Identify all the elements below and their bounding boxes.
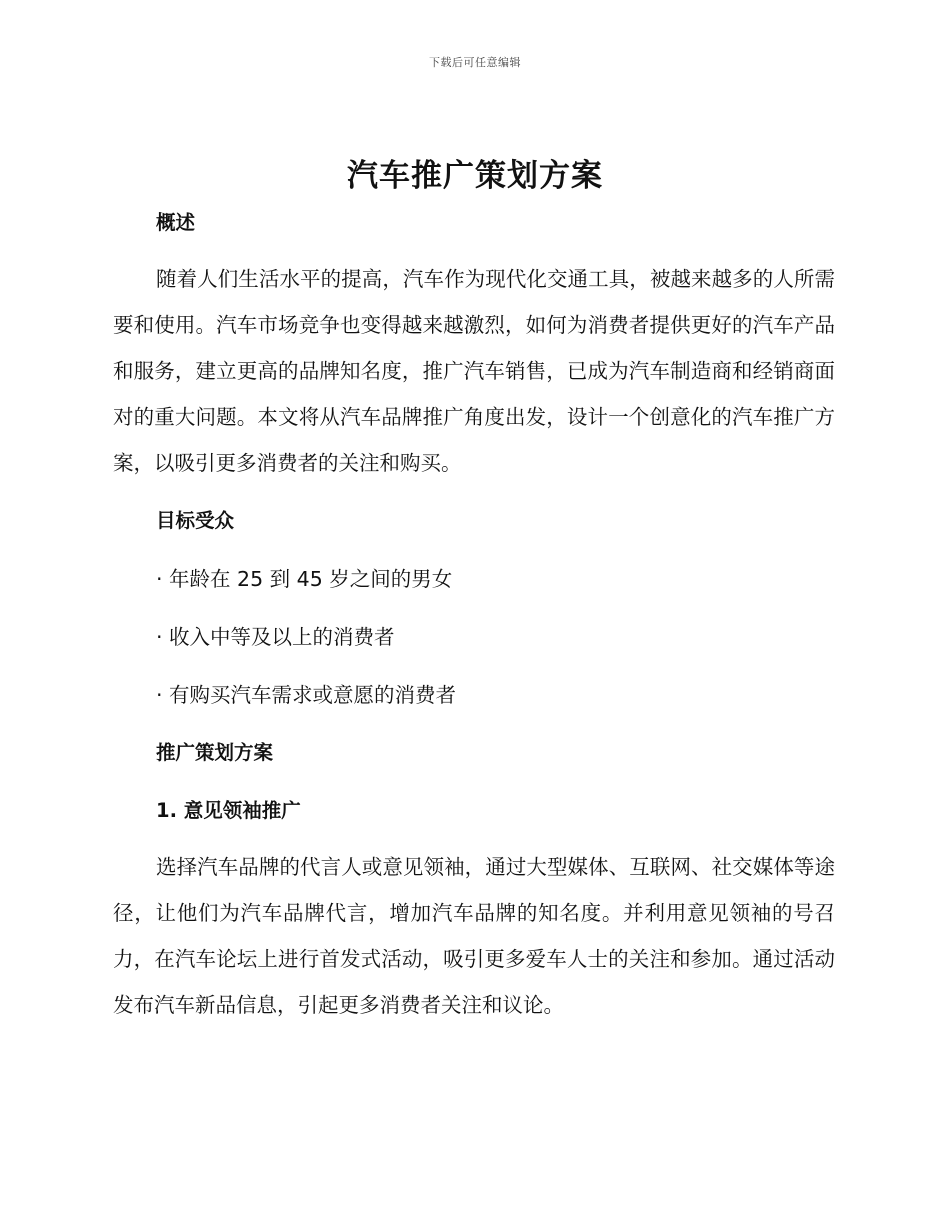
page-header-note: 下载后可任意编辑: [429, 56, 521, 69]
audience-item: · 收入中等及以上的消费者: [156, 625, 395, 649]
section-heading-overview: 概述: [156, 211, 196, 234]
section-heading-plan: 推广策划方案: [156, 741, 274, 764]
overview-paragraph: 随着人们生活水平的提高，汽车作为现代化交通工具，被越来越多的人所需要和使用。汽车市场竞争也变得越来越激烈，如何为消费者提供更好的汽车产品和服务，建立更高的品牌知名度，推广汽车销售，已成为汽车制造商和经销商面对的重大问题。本文将从汽车品牌推广角度出发，设计一个创意化的汽车推广方案，以吸引更多消费者的关注和购买。: [113, 267, 835, 475]
document-title: 汽车推广策划方案: [347, 158, 603, 194]
section-heading-audience: 目标受众: [156, 509, 235, 532]
audience-item: · 年龄在 25 到 45 岁之间的男女: [156, 567, 453, 591]
document-body: [113, 200, 835, 1028]
subsection-heading-opinion-leader: 1. 意见领袖推广: [156, 799, 301, 822]
audience-item: · 有购买汽车需求或意愿的消费者: [156, 683, 457, 707]
opinion-leader-paragraph: 选择汽车品牌的代言人或意见领袖，通过大型媒体、互联网、社交媒体等途径，让他们为汽车品牌代言，增加汽车品牌的知名度。并利用意见领袖的号召力，在汽车论坛上进行首发式活动，吸引更多爱车人士的关注和参加。通过活动发布汽车新品信息，引起更多消费者关注和议论。: [113, 855, 835, 1017]
